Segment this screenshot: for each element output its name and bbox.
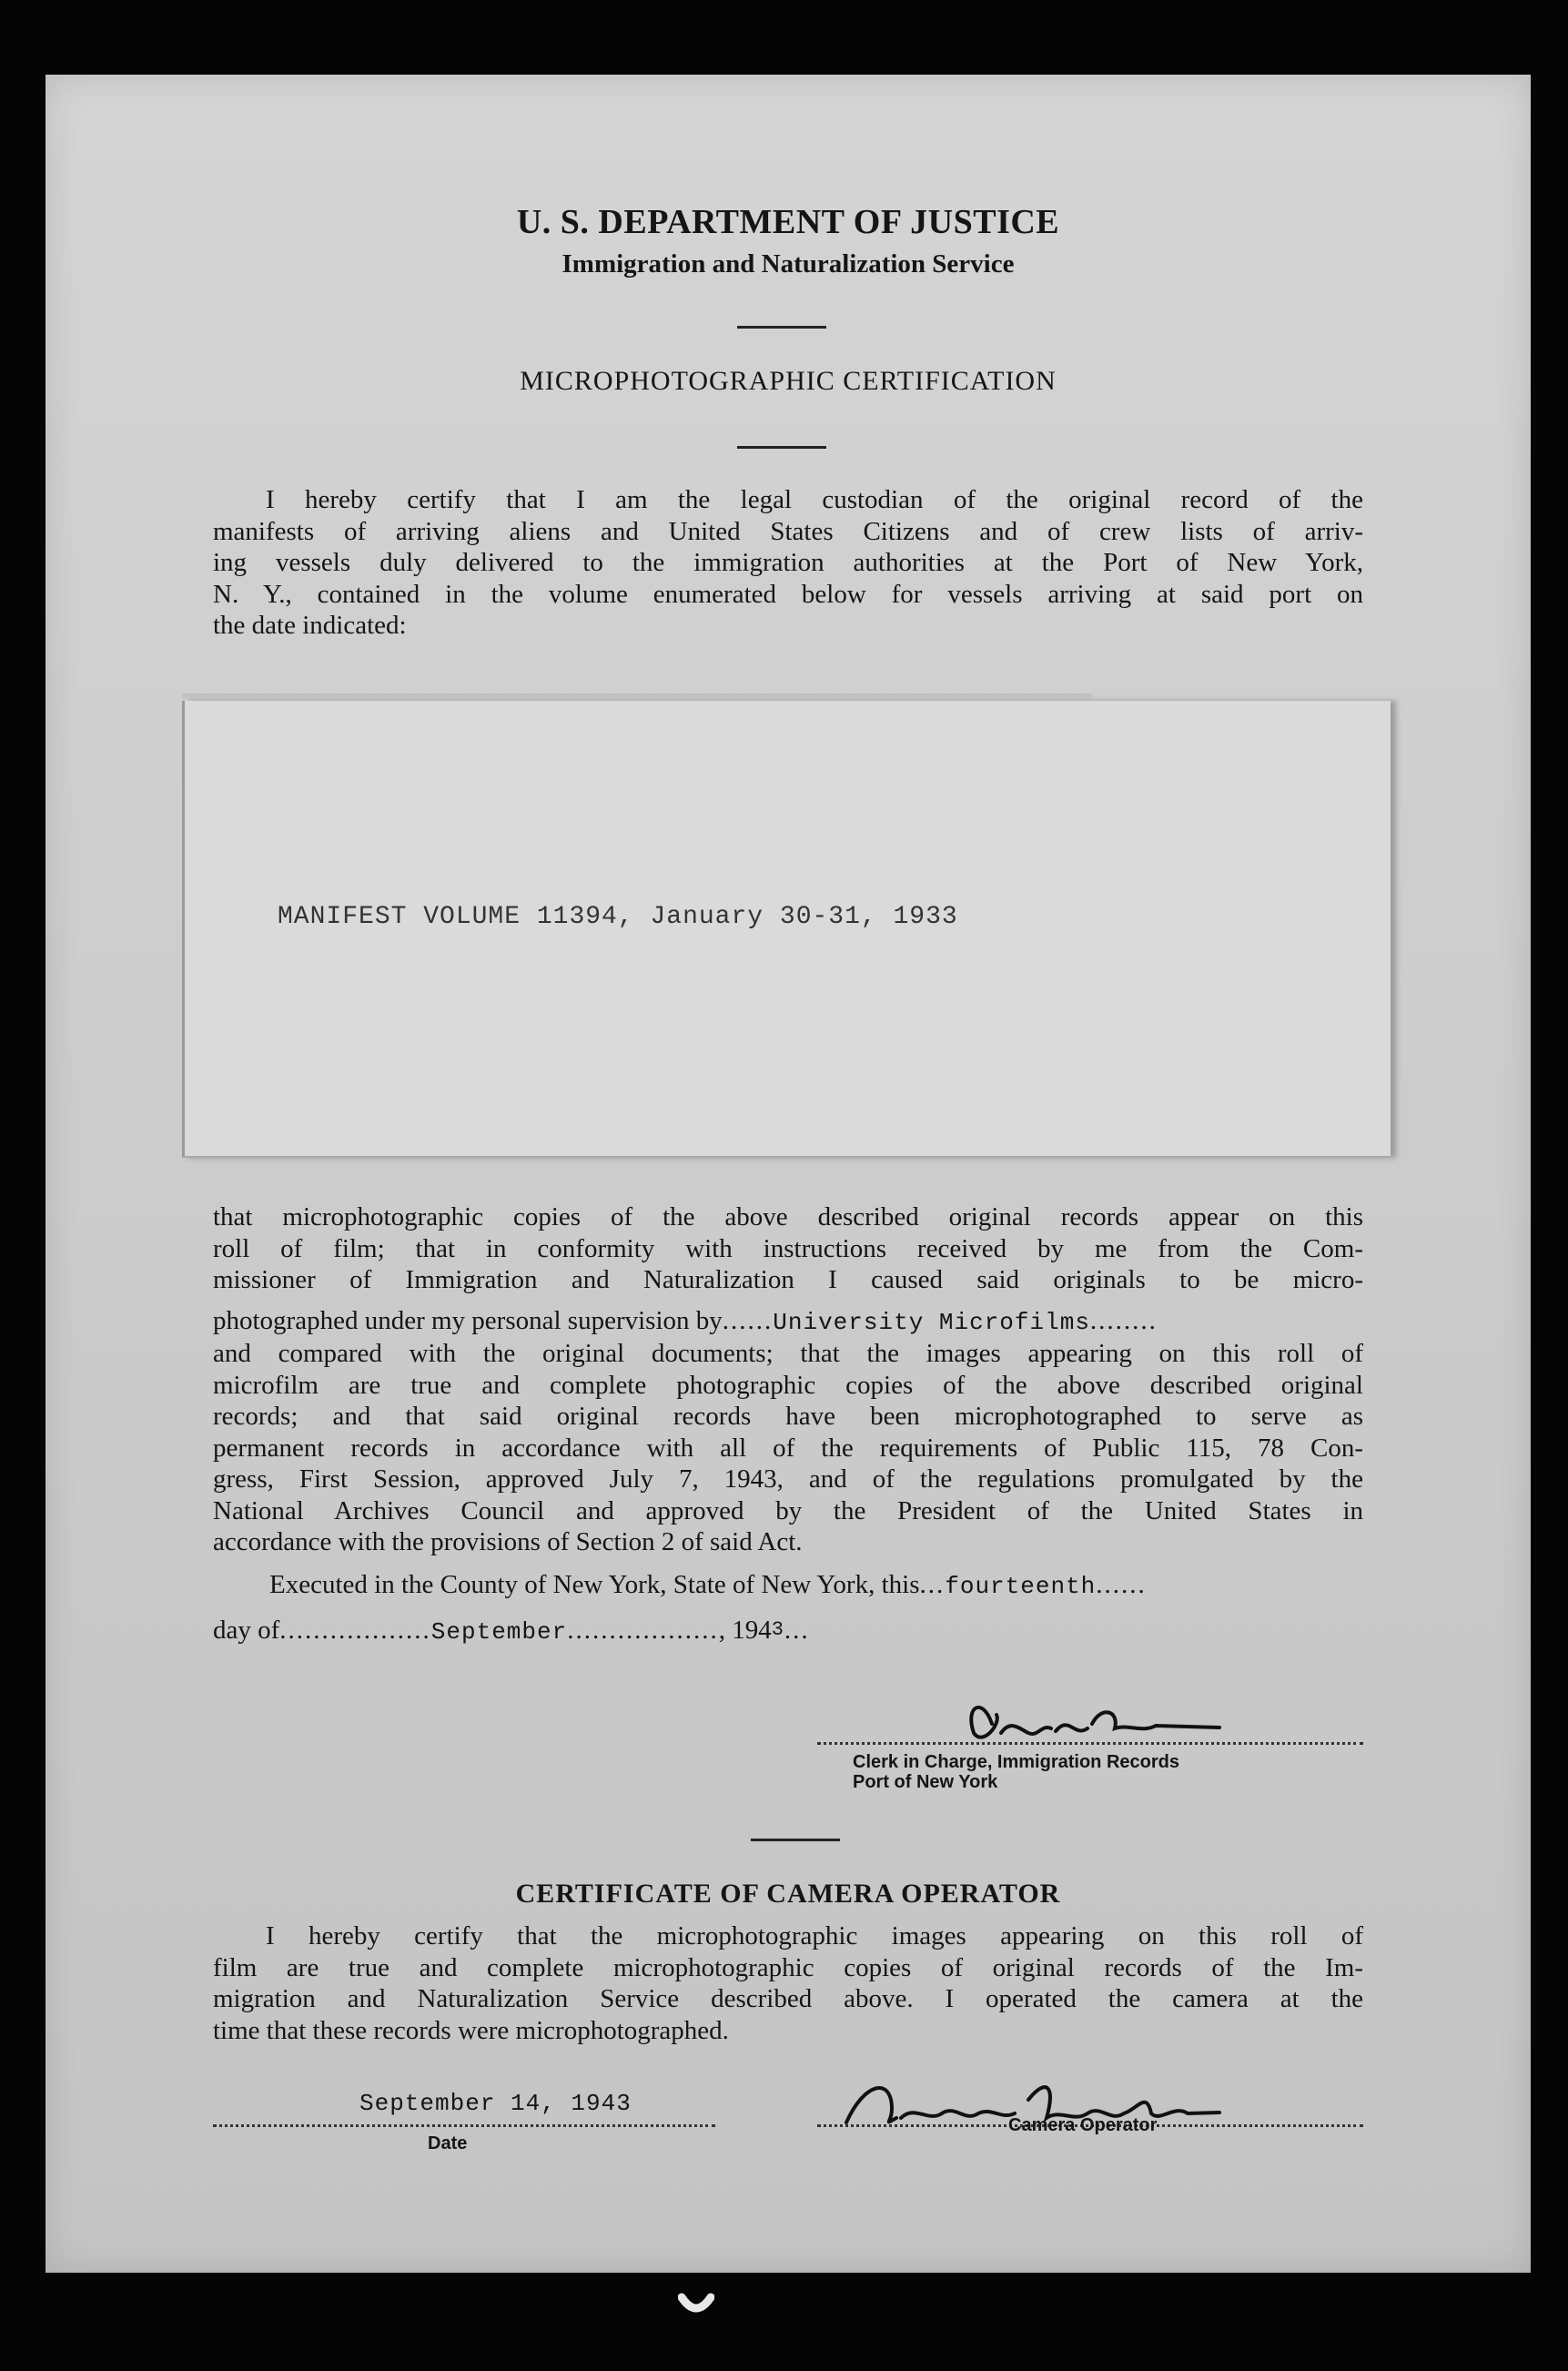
body-line: and compared with the original documents; that the images appearing on this roll of (213, 1339, 1363, 1368)
date-line-text (213, 1615, 1363, 1648)
body-line: missioner of Immigration and Naturalization I caused said originals to be micro- (213, 1265, 1363, 1294)
intro-paragraph (213, 484, 1363, 642)
film-punch-mark (678, 2292, 714, 2324)
day-of-prefix: day of (213, 1616, 280, 1645)
date-label: Date (428, 2133, 468, 2153)
service-subheading: Immigration and Naturalization Service (561, 249, 1015, 279)
executed-prefix: Executed in the County of New York, State of New York, this (269, 1569, 920, 1599)
body-paragraph (213, 1201, 1363, 1648)
divider (737, 326, 826, 329)
supervision-prefix: photographed under my personal supervision by (213, 1305, 723, 1335)
fill-dots: ........ (1089, 1305, 1158, 1335)
fill-dots: ... (784, 1616, 810, 1645)
fill-dots: .................. (279, 1616, 431, 1645)
body-line: National Archives Council and approved by the President of the United States in (213, 1495, 1363, 1525)
manifest-volume-text: MANIFEST VOLUME 11394, January 30-31, 1933 (278, 903, 958, 931)
year-prefix: , 194 (718, 1616, 772, 1645)
clerk-title (853, 1752, 1179, 1792)
fill-dots: ...... (1096, 1569, 1147, 1599)
camera-line: I hereby certify that the microphotographic images appearing on this roll of (266, 1921, 1363, 1951)
camera-line: time that these records were microphotographed. (213, 2015, 729, 2045)
fill-dots: ...... (722, 1305, 774, 1335)
intro-line: the date indicated: (213, 611, 407, 640)
camera-certificate-title: CERTIFICATE OF CAMERA OPERATOR (515, 1879, 1061, 1909)
executed-day: fourteenth (945, 1572, 1097, 1600)
department-heading: U. S. DEPARTMENT OF JUSTICE (516, 203, 1060, 241)
camera-date-value: September 14, 1943 (359, 2090, 632, 2117)
body-line: that microphotographic copies of the above described original records appear on this (213, 1202, 1363, 1231)
clerk-title-line: Port of New York (853, 1772, 998, 1792)
body-line: microfilm are true and complete photographic copies of the above described original (213, 1370, 1363, 1400)
intro-line: I hereby certify that I am the legal custodian of the original record of the (266, 485, 1363, 514)
body-line: records; and that said original records have been microphotographed to serve as (213, 1402, 1363, 1431)
intro-line: N. Y., contained in the volume enumerated below for vessels arriving at said port on (213, 579, 1363, 609)
body-line: roll of film; that in conformity with instructions received by me from the Com- (213, 1233, 1363, 1263)
intro-line: manifests of arriving aliens and United States Citizens and of crew lists of arriv- (213, 516, 1363, 546)
divider (737, 446, 826, 449)
certification-title: MICROPHOTOGRAPHIC CERTIFICATION (520, 366, 1057, 396)
camera-line: migration and Naturalization Service described above. I operated the camera at the (213, 1984, 1363, 2013)
supervisor-name: University Microfilms (773, 1308, 1090, 1336)
certificate-page (46, 75, 1531, 2273)
camera-certificate-paragraph (213, 1920, 1363, 2046)
supervision-line (213, 1305, 1363, 1339)
clerk-title-line: Clerk in Charge, Immigration Records (853, 1752, 1179, 1772)
executed-line (213, 1569, 1363, 1603)
camera-line: film are true and complete microphotographic copies of original records of the Im- (213, 1952, 1363, 1982)
camera-operator-label: Camera Operator (1008, 2115, 1158, 2135)
year-digit: 3 (771, 1618, 784, 1641)
executed-month: September (430, 1618, 568, 1646)
date-line (213, 2124, 715, 2127)
intro-line: ing vessels duly delivered to the immigration authorities at the Port of New York, (213, 548, 1363, 577)
divider (751, 1839, 840, 1841)
body-line: permanent records in accordance with all of the requirements of Public 115, 78 Con- (213, 1433, 1363, 1463)
fill-dots: .................. (567, 1616, 719, 1645)
body-line: gress, First Session, approved July 7, 1943, and of the regulations promulgated by the (213, 1464, 1363, 1494)
body-line: accordance with the provisions of Section 2 of said Act. (213, 1527, 803, 1556)
clerk-signature-line (817, 1742, 1363, 1745)
fill-dots: ... (919, 1569, 946, 1599)
